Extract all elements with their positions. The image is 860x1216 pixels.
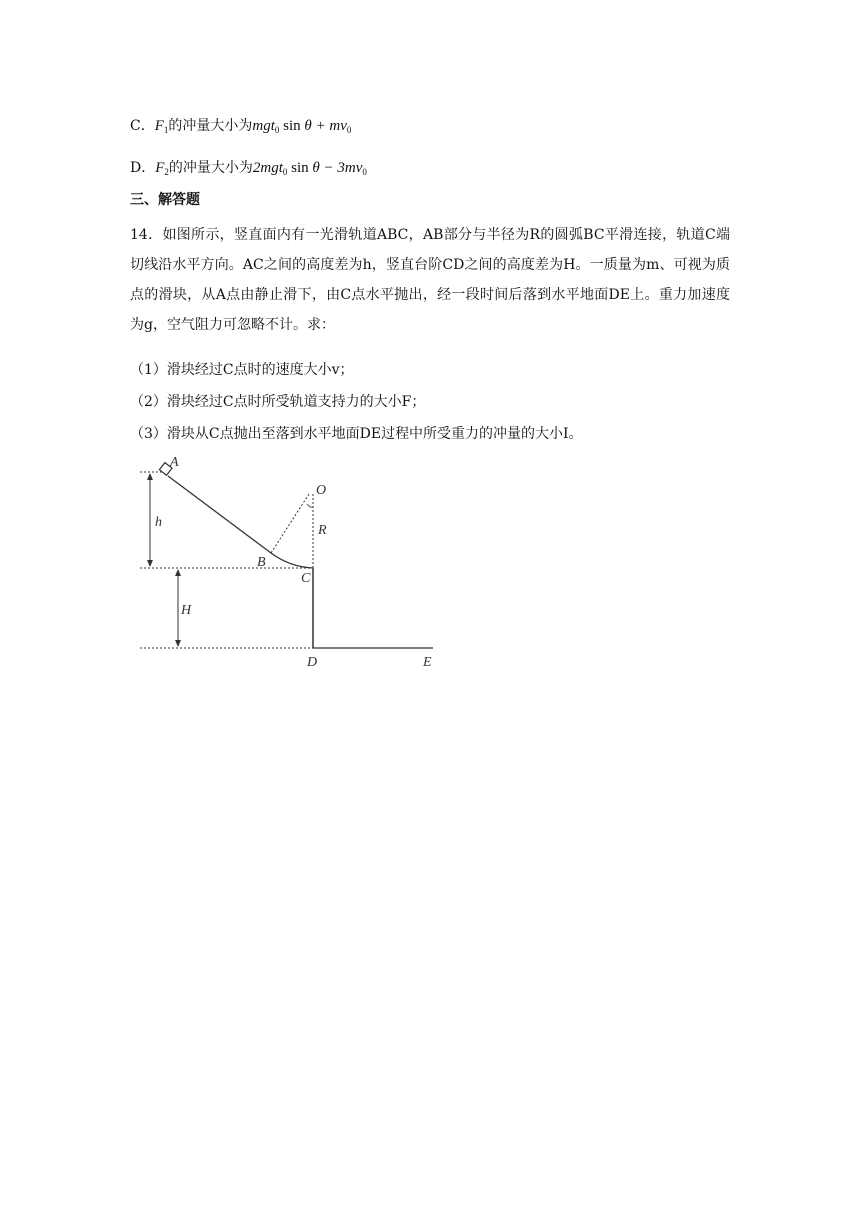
track-ab bbox=[168, 476, 271, 553]
label-e: E bbox=[423, 655, 432, 670]
label-d: D bbox=[307, 655, 318, 670]
label-r: R bbox=[318, 523, 327, 538]
label-b: B bbox=[257, 555, 266, 570]
track-bc-arc bbox=[271, 553, 313, 568]
option-c-text: 的冲量大小为 bbox=[168, 118, 253, 134]
question-2: （2）滑块经过C点时所受轨道支持力的大小F； bbox=[130, 394, 426, 410]
option-c bbox=[130, 116, 351, 140]
question-3: （3）滑块从C点抛出至落到水平地面DE过程中所受重力的冲量的大小I。 bbox=[130, 426, 583, 442]
option-c-formula: mgt$_0$ $\sin \theta + mv_0$ bbox=[252, 118, 352, 135]
problem-text bbox=[130, 220, 730, 340]
option-d-label: D． bbox=[130, 160, 156, 176]
section-heading: 三、解答题 bbox=[130, 192, 200, 208]
option-c-force: $F_1$ bbox=[154, 118, 169, 135]
option-d-text: 的冲量大小为 bbox=[168, 160, 253, 176]
option-d-formula: 2mgt$_0$ $\sin \theta - 3mv_0$ bbox=[252, 160, 367, 177]
label-o: O bbox=[316, 483, 327, 498]
radius-ob bbox=[271, 494, 309, 553]
label-H: H bbox=[181, 603, 192, 618]
label-a: A bbox=[170, 455, 179, 470]
problem-body: 如图所示，竖直面内有一光滑轨道ABC，AB部分与半径为R的圆弧BC平滑连接，轨道C端切线沿水平方向。AC之间的高度差为h，竖直台阶CD之间的高度差为H。一质量为m、可视为质点的滑块，从A点由静止滑下，由C点水平抛出，经一段时间后落到水平地面DE上。重力加速度为g，空气阻力可忽略不计。求： bbox=[130, 227, 730, 333]
label-h: h bbox=[155, 515, 162, 530]
problem-number: 14． bbox=[130, 227, 163, 243]
label-c: C bbox=[301, 571, 311, 586]
option-c-label: C． bbox=[130, 118, 155, 134]
angle-arc bbox=[307, 504, 313, 507]
option-d-force: $F_2$ bbox=[155, 160, 169, 177]
option-d bbox=[130, 158, 367, 182]
question-1: （1）滑块经过C点时的速度大小v； bbox=[130, 362, 354, 378]
track-diagram bbox=[135, 452, 445, 672]
